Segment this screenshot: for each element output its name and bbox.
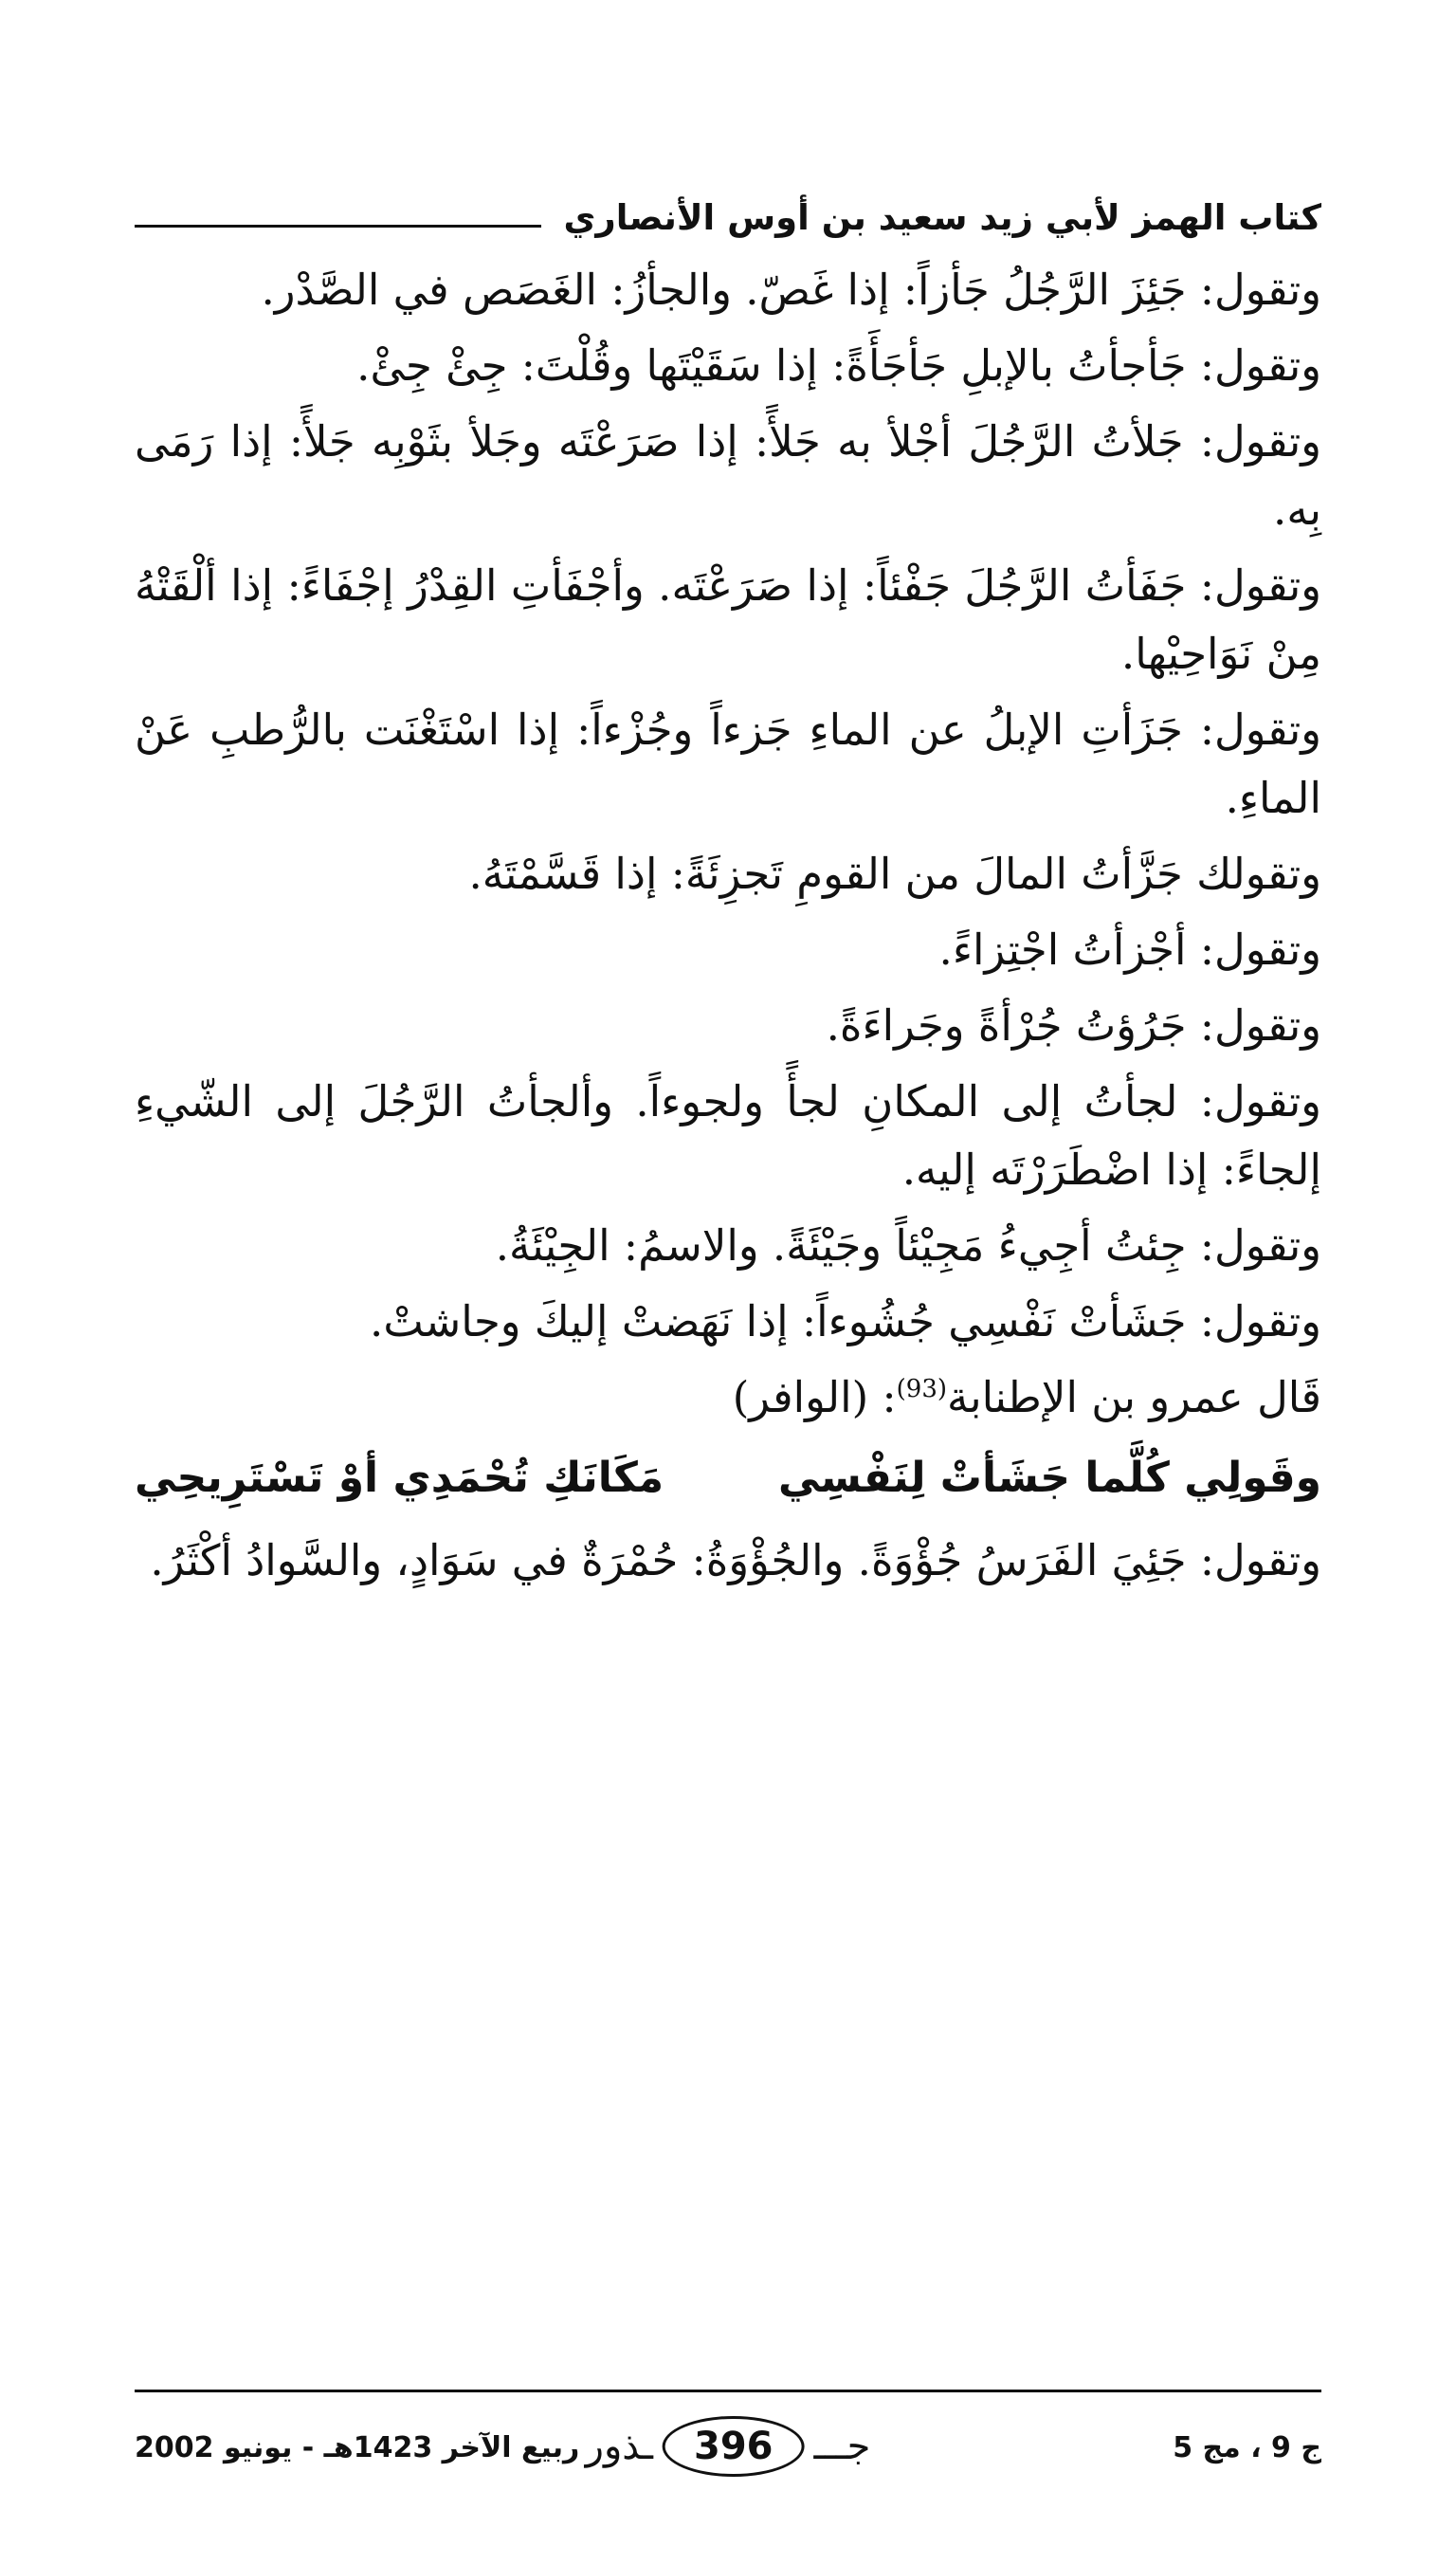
- page-footer: [135, 2407, 1321, 2492]
- page-number: 396: [663, 2416, 805, 2477]
- paragraph: وتقول: جَشَأتْ نَفْسِي جُشُوءاً: إذا نَهَضتْ إليكَ وجاشتْ.: [370, 1296, 1321, 1346]
- paragraph: وتقولك جَزَّأتُ المالَ من القومِ تَجزِئَةً: إذا قَسَّمْتَهُ.: [468, 849, 1321, 899]
- paragraph: وتقول: جَئِيَ الفَرَسُ جُؤْوَةً. والجُؤْوَةُ: حُمْرَةٌ في سَوَادٍ، والسَّوادُ أكْثَرُ.: [150, 1535, 1321, 1586]
- verse-first-hemistich: وقَولِي كُلَّما جَشَأتْ لِنَفْسِي: [778, 1454, 1321, 1502]
- meter-label: : (الوافر): [732, 1372, 897, 1422]
- verse-second-hemistich: مَكَانَكِ تُحْمَدِي أوْ تَسْتَرِيحِي: [135, 1454, 664, 1502]
- issue-date: ربيع الآخر 1423هـ - يونيو 2002: [135, 2431, 580, 2464]
- body-text: [135, 256, 1321, 1602]
- book-title: كتاب الهمز لأبي زيد سعيد بن أوس الأنصاري: [563, 197, 1321, 238]
- footer-rule: [135, 2390, 1321, 2392]
- running-header: [135, 169, 1321, 238]
- poet-citation: [135, 1364, 1321, 1432]
- paragraph: وتقول: جِئتُ أجِيءُ مَجِيْئاً وجَيْئَةً. والاسمُ: الجِيْئَةُ.: [495, 1220, 1321, 1271]
- citation-text: قَال عمرو بن الإطنابة: [947, 1372, 1321, 1422]
- magazine-name: [586, 2416, 871, 2477]
- magazine-name-prefix: جـــ: [813, 2425, 871, 2468]
- paragraph: وتقول: جَفَأتُ الرَّجُلَ جَفْئاً: إذا صَرَعْتَه. وأجْفَأتِ القِدْرُ إجْفَاءً: إذا ألْقَتْهُ مِنْ نَوَاحِيْها.: [135, 560, 1321, 679]
- poem-verse: [135, 1445, 1321, 1511]
- paragraph: وتقول: جَرُؤتُ جُرْأةً وجَراءَةً.: [826, 1000, 1321, 1051]
- issue-label: ج 9 ، مج 5: [1173, 2431, 1321, 2464]
- magazine-name-suffix: ـذور: [585, 2425, 653, 2468]
- paragraph: وتقول: جَزَأتِ الإبلُ عن الماءِ جَزءاً وجُزْءاً: إذا اسْتَغْنَت بالرُّطبِ عَنْ الماءِ.: [135, 705, 1321, 823]
- paragraph: وتقول: أجْزأتُ اجْتِزاءً.: [938, 925, 1321, 975]
- header-rule: [135, 225, 541, 228]
- paragraph: وتقول: جَأجأتُ بالإبلِ جَأجَأَةً: إذا سَقَيْتَها وقُلْتَ: جِئْ جِئْ.: [356, 340, 1321, 391]
- paragraph: وتقول: لجأتُ إلى المكانِ لجأً ولجوءاً. وألجأتُ الرَّجُلَ إلى الشّيءِ إلجاءً: إذا اضْطَرَرْتَه إليه.: [135, 1076, 1321, 1195]
- paragraph: وتقول: جَئِزَ الرَّجُلُ جَأزاً: إذا غَصّ. والجأزُ: الغَصَص في الصَّدْر.: [261, 265, 1321, 315]
- footnote-marker: (93): [896, 1375, 948, 1403]
- paragraph: وتقول: جَلأتُ الرَّجُلَ أجْلأ به جَلأً: إذا صَرَعْتَه وجَلأ بثَوْبِه جَلأً: إذا رَمَى بِه.: [135, 416, 1321, 535]
